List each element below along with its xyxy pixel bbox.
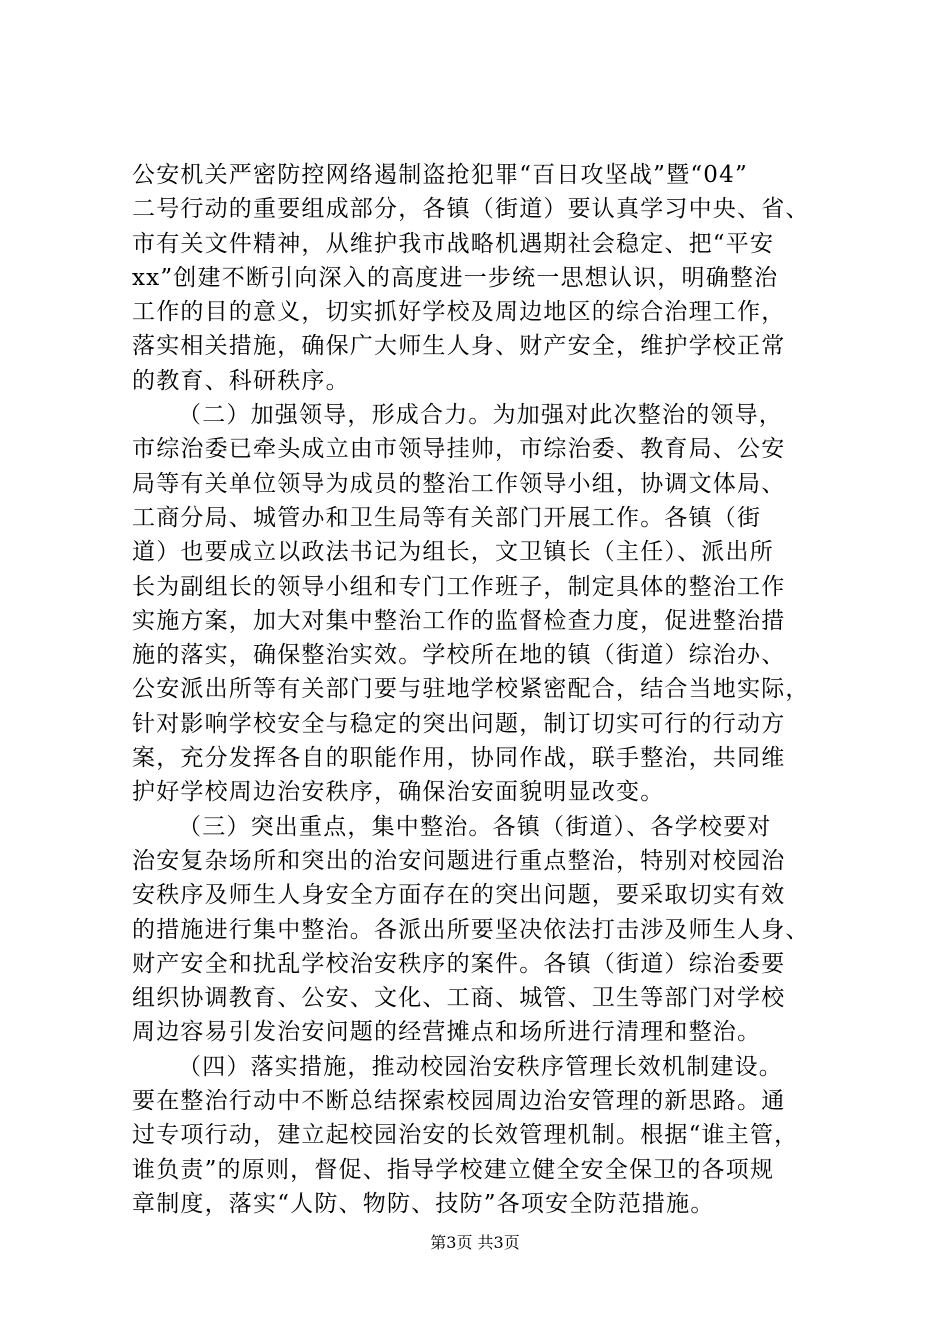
text-line: 组织协调教育、公安、文化、工商、城管、卫生等部门对学校 xyxy=(132,985,786,1012)
text-line: 要在整治行动中不断总结探索校园周边治安管理的新思路。通 xyxy=(132,1088,786,1115)
text-line: 护好学校周边治安秩序，确保治安面貌明显改变。 xyxy=(132,779,665,806)
page-footer: 第3页 共3页 xyxy=(430,1233,520,1252)
paragraph-heading-2: （二）加强领导，形成合力。为加强对此次整治的领导， xyxy=(178,402,783,429)
text-line: 公安派出所等有关部门要与驻地学校紧密配合，结合当地实际， xyxy=(132,676,810,703)
document-body xyxy=(132,158,832,1221)
text-line: 市综治委已牵头成立由市领导挂帅，市综治委、教育局、公安 xyxy=(132,436,786,463)
paragraph-heading-3: （三）突出重点，集中整治。各镇（街道）、各学校要对 xyxy=(178,813,772,840)
text-line: 过专项行动，建立起校园治安的长效管理机制。根据“谁主管， xyxy=(132,1122,799,1149)
text-line: 谁负责”的原则，督促、指导学校建立健全安全保卫的各项规 xyxy=(132,1156,775,1183)
text-line: 的措施进行集中整治。各派出所要坚决依法打击涉及师生人身、 xyxy=(132,916,810,943)
text-line: 安秩序及师生人身安全方面存在的突出问题，要采取切实有效 xyxy=(132,882,786,909)
text-line: xx”创建不断引向深入的高度进一步统一思想认识，明确整治 xyxy=(132,264,779,291)
text-line: 案，充分发挥各自的职能作用，协同作战，联手整治，共同维 xyxy=(132,745,786,772)
text-line: 针对影响学校安全与稳定的突出问题，制订切实可行的行动方 xyxy=(132,710,786,737)
text-line: 周边容易引发治安问题的经营摊点和场所进行清理和整治。 xyxy=(132,1019,762,1046)
text-line: 实施方案，加大对集中整治工作的监督检查力度，促进整治措 xyxy=(132,607,786,634)
text-line: 道）也要成立以政法书记为组长，文卫镇长（主任）、派出所 xyxy=(132,539,774,566)
text-line: 公安机关严密防控网络遏制盗抢犯罪“百日攻坚战”暨“04” xyxy=(132,162,748,188)
text-line: 治安复杂场所和突出的治安问题进行重点整治，特别对校园治 xyxy=(132,847,786,874)
text-line: 市有关文件精神，从维护我市战略机遇期社会稳定、把“平安 xyxy=(132,230,775,257)
text-line: 长为副组长的领导小组和专门工作班子，制定具体的整治工作 xyxy=(132,573,786,600)
text-line: 工商分局、城管办和卫生局等有关部门开展工作。各镇（街 xyxy=(132,504,762,531)
text-line: 财产安全和扰乱学校治安秩序的案件。各镇（街道）综治委要 xyxy=(132,950,786,977)
text-line: 局等有关单位领导为成员的整治工作领导小组，协调文体局、 xyxy=(132,470,786,497)
text-line: 二号行动的重要组成部分，各镇（街道）要认真学习中央、省、 xyxy=(132,196,810,223)
text-line: 施的落实，确保整治实效。学校所在地的镇（街道）综治办、 xyxy=(132,642,786,669)
paragraph-heading-4: （四）落实措施，推动校园治安秩序管理长效机制建设。 xyxy=(178,1053,783,1080)
text-line: 工作的目的意义，切实抓好学校及周边地区的综合治理工作， xyxy=(132,299,786,326)
text-line: 落实相关措施，确保广大师生人身、财产安全，维护学校正常 xyxy=(132,333,786,360)
text-line: 章制度，落实“人防、物防、技防”各项安全防范措施。 xyxy=(132,1190,715,1217)
text-line: 的教育、科研秩序。 xyxy=(132,367,350,394)
